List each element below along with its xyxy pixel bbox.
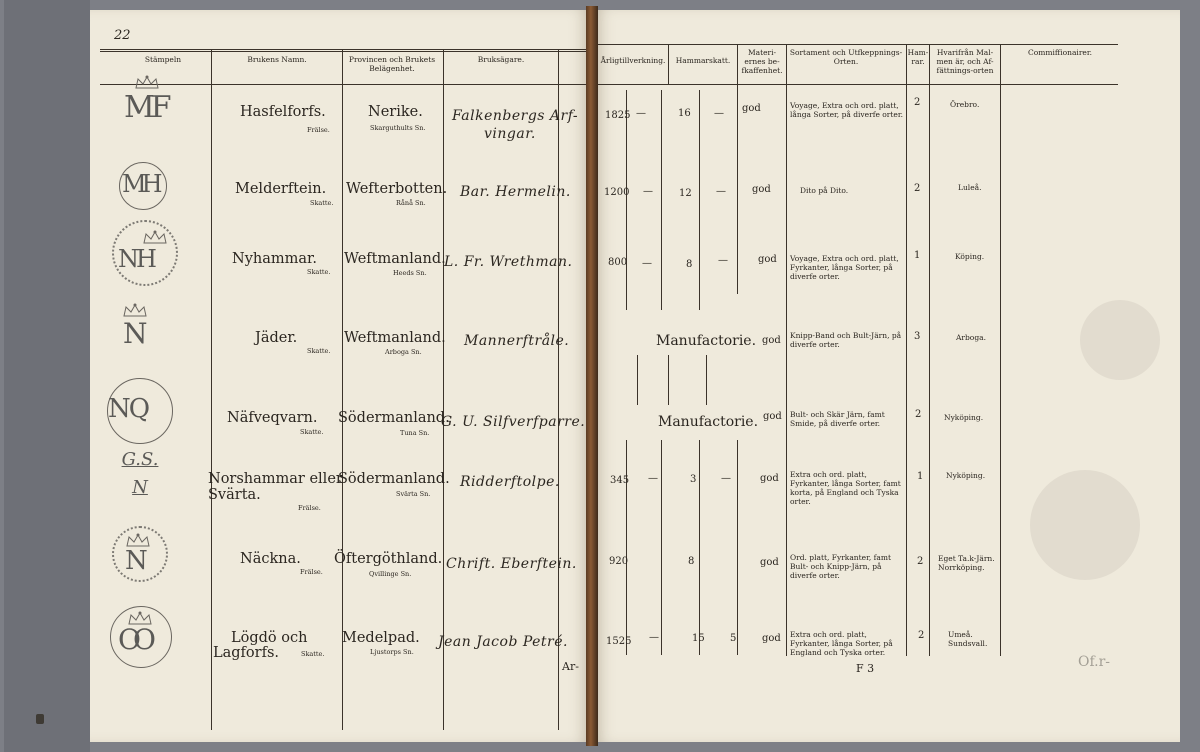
manufactorie-label: Manufactorie. [658,414,759,430]
hammers: 3 [914,331,921,342]
ore-origin: Örebro. [950,100,980,109]
header-hammarskatt: Hammarskatt. [675,56,731,65]
catchword-right: Of.r- [1078,654,1111,670]
annual-output: 1200 [604,187,630,198]
assortment: Dito på Dito. [800,186,849,195]
hammer-count-extra: 5 [730,633,737,644]
ore-origin: Umeå. Sundsvall. [948,630,988,648]
material-quality: god [762,335,781,346]
signature-mark: F 3 [856,662,875,675]
tally-rule [699,440,700,655]
dash: — [648,473,658,484]
header-sortament: Sortament och Utfkeppnings- Orten. [789,48,903,66]
crown-icon [127,610,153,624]
tally-rule [626,90,627,310]
column-rule [443,50,444,730]
tax-status: Skatte. [301,650,325,658]
tally-rule [699,90,700,310]
dash: — [649,632,659,643]
works-name: Norshammar eller [208,471,343,487]
owner: Chrift. Eberftein. [446,556,577,572]
annual-output: 1825 [605,110,631,121]
column-rule [737,440,738,655]
ore-origin: Nyköping. [944,413,984,422]
dash: — [721,473,731,484]
material-quality: god [752,184,771,195]
works-name: Lögdö och [231,630,308,646]
header-tillverkning: Årligtillverkning. [600,56,666,65]
tally-rule [637,355,638,405]
annual-output: 1525 [606,636,632,647]
crown-icon [122,302,148,316]
owner: L. Fr. Wrethman. [444,254,573,270]
tax-status: Skatte. [300,428,324,436]
hammer-tax: 8 [688,556,695,567]
assortment: Voyage, Extra och ord. platt, Fyrkanter, långa Sorter, på diverfe orter. [790,254,899,281]
assortment: Voyage, Extra och ord. platt, långa Sorter, på diverfe orter. [790,101,903,119]
crown-icon [125,532,151,546]
dash: — [716,186,726,197]
hammer-tax: 8 [686,259,693,270]
header-brukens-namn: Brukens Namn. [247,55,307,64]
hammer-tax: 12 [679,188,692,199]
owner: Mannerftråle. [464,333,570,349]
header-rule-bottom [100,84,586,85]
header-bruksagare: Bruksägare. [477,55,525,64]
column-rule [342,50,343,730]
header-hamrar: Ham- rar. [907,48,929,66]
province: Weftmanland. [344,251,446,267]
column-rule [1000,44,1001,656]
hammers: 1 [917,471,924,482]
column-rule [906,44,907,656]
tax-status: Frälse. [307,126,330,134]
annual-output: 345 [610,475,630,486]
works-name: Näfveqvarn. [227,410,318,426]
province: Weftmanland. [344,330,446,346]
tally-rule [706,355,707,405]
dash: — [714,108,724,119]
tax-status: Frälse. [300,568,323,576]
ore-origin: Luleå. [958,183,982,192]
hammers: 2 [914,183,921,194]
header-rule-top [598,44,1118,45]
assortment: Ord. platt, Fyrkanter, famt Bult- och Knipp-Järn, på diverfe orter. [790,553,891,580]
province: Södermanland. [338,410,450,426]
hammers: 2 [917,556,924,567]
tally-rule [661,440,662,655]
hammer-tax: 15 [692,633,705,644]
hammers: 2 [914,97,921,108]
owner: Jean Jacob Petré. [438,634,568,650]
tax-status: Skatte. [307,347,331,355]
header-commissionairer: Commiffionairer. [1028,48,1092,57]
dash: — [718,255,728,266]
assortment: Extra och ord. platt, Fyrkanter, långa Sorter, på England och Tyska orter. [790,630,893,657]
province: Södermanland. [338,471,450,487]
works-name: Hasfelforfs. [240,104,326,120]
manufactorie-label: Manufactorie. [656,333,757,349]
works-name: Näckna. [240,551,301,567]
ore-origin: Nyköping. [946,471,986,480]
assortment: Extra och ord. platt, Fyrkanter, långa Sorter, famt korta, på England och Tyska orter. [790,470,901,506]
header-rule-bottom [598,84,1118,85]
ore-origin: Köping. [955,252,985,261]
column-rule [737,44,738,294]
hammer-tax: 3 [690,474,697,485]
material-quality: god [763,411,782,422]
province: Öftergöthland. [334,551,443,567]
column-rule [929,44,930,656]
owner: Ridderftolpe. [460,474,560,490]
parish: Rånå Sn. [396,199,426,207]
tax-status: Skatte. [310,199,334,207]
tax-status: Frälse. [298,504,321,512]
province: Wefterbotten. [346,181,448,197]
works-name: Jäder. [255,330,298,346]
header-provincen: Provincen och Brukets Belägenhet. [348,55,436,73]
parish: Ljustorps Sn. [370,648,414,656]
column-rule [668,44,669,84]
owner: G. U. Silfverfparre. [441,414,586,430]
province: Medelpad. [342,630,420,646]
works-name: Nyhammar. [232,251,317,267]
header-rule-top-2 [100,51,586,52]
header-materiernes: Materi- ernes be- fkaffenhet. [741,48,783,75]
assortment: Knipp-Band och Bult-Järn, på diverfe orter. [790,331,902,349]
material-quality: god [742,103,761,114]
tally-rule [626,440,627,655]
header-hvarifran: Hvarifrån Mal- men är, och Af- fättnings-orten [936,48,994,75]
hammers: 2 [915,409,922,420]
crown-icon [134,74,160,88]
bleed-through-mark [1080,300,1160,380]
material-quality: god [758,254,777,265]
parish: Qvillinge Sn. [369,570,412,578]
material-quality: god [762,633,781,644]
book-spine [586,6,598,746]
material-quality: god [760,473,779,484]
parish: Tuna Sn. [400,429,430,437]
owner-cont: vingar. [484,126,536,142]
dash: — [643,186,653,197]
scan-background [4,0,90,752]
province: Nerike. [368,104,423,120]
column-rule [211,50,212,730]
bleed-through-mark [1030,470,1140,580]
tax-status: Skatte. [307,268,331,276]
assortment: Bult- och Skär Järn, famt Smide, på diverfe orter. [790,410,885,428]
page-number: 22 [114,28,131,43]
works-name-cont: Svärta. [208,487,261,503]
annual-output: 920 [609,556,629,567]
hammers: 2 [918,630,925,641]
ore-origin: Arboga. [956,333,986,342]
parish: Arboga Sn. [385,348,422,356]
ore-origin: Eget Ta.k-Järn. Norrköping. [938,554,995,572]
parish: Skarguthults Sn. [370,124,426,132]
dash: — [636,108,646,119]
crown-icon [142,229,168,243]
owner: Falkenbergs Arf- [452,108,579,124]
owner: Bar. Hermelin. [460,184,571,200]
tally-rule [661,90,662,310]
hammers: 1 [914,250,921,261]
catchword-left: Ar- [562,660,579,673]
header-rule-top [100,49,586,50]
annual-output: 800 [608,257,628,268]
header-stampeln: Stämpeln [144,55,182,64]
works-name-cont: Lagforfs. [213,645,280,661]
works-name: Melderftein. [235,181,327,197]
column-rule [558,50,559,730]
parish: Svärta Sn. [396,490,431,498]
dash: — [642,258,652,269]
material-quality: god [760,557,779,568]
hammer-tax: 16 [678,108,691,119]
parish: Heeds Sn. [393,269,427,277]
tally-rule [668,355,669,405]
paper-blemish [36,714,44,724]
column-rule [786,44,787,656]
